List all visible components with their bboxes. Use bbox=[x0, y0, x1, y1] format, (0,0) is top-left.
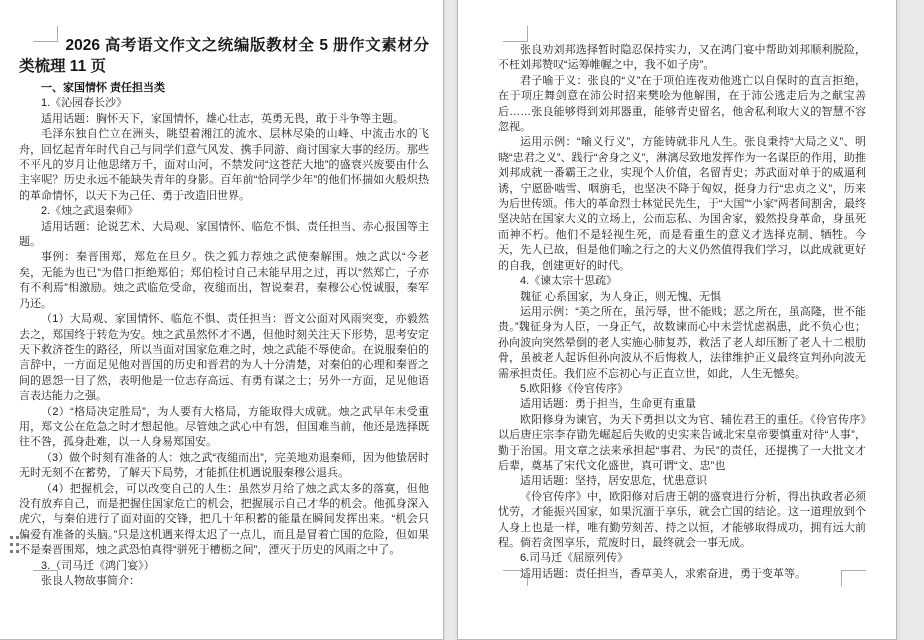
page-1[interactable] bbox=[0, 0, 444, 640]
paragraph[interactable]: （1）大局观、家国情怀、临危不惧、责任担当：晋文公面对风雨突变，亦毅然去之，郑国终于转危为安。烛之武虽然怀才不遇，但他时刻关注天下形势，思考安定天下救济苍生的路径，所以当面对国家危难之时，烛之武能不辱使命。在说服秦伯的言辞中，一方面足见他对晋国的历史和晋君的为人十分清楚，对秦伯的心理和秦晋之间的恩怨一目了然，表明他是一位志存高远、有勇有谋之士；另外一方面，足见他语言表达能力之强。 bbox=[19, 313, 429, 403]
paragraph[interactable]: 欧阳修身为谏官，为天下勇担以文为官、辅佐君王的重任。《伶官传序》以后唐庄宗李存勖先崛起后失败的史实来告诫北宋皇帝要慎重对待“人事”，勤于治国。用文章之法来承担起“事君、为民”的责任，还提携了一大批文才后辈，奠基了宋代文化盛世，真可谓“文、忠”也 bbox=[498, 413, 866, 472]
paragraph[interactable]: 4.《谏太宗十思疏》 bbox=[520, 275, 618, 288]
page-1-paragraphs bbox=[19, 81, 429, 589]
paragraph[interactable]: 运用示例：“美之所在，虽污辱，世不能贱；恶之所在，虽高隆，世不能贵。”魏征身为人臣，一身正气，故数谏而心中未尝忧虑祸患，此不负心也；孙向波向突然晕倒的老人实施心肺复苏，救活了老人却压断了老人十二根肋骨，虽被老人起诉但孙向波从不后悔救人，法律维护正义最终宣判孙向波无需承担责任。我们应不忘初心与正直立世，如此，人生无憾矣。 bbox=[498, 305, 866, 380]
paragraph[interactable]: 适用话题：胸怀天下，家国情怀，雄心壮志，英勇无畏，敢于斗争等主题。 bbox=[41, 112, 404, 125]
paragraph[interactable]: 2.《烛之武退秦师》 bbox=[41, 205, 139, 218]
page-1-content bbox=[19, 35, 429, 589]
paragraph[interactable]: 君子喻于义：张良的“义”在于项伯连夜劝他逃亡以自保时的直言拒绝，在于项庄舞剑意在沛公时招来樊哙为他解围，在于沛公逃走后为之献宝善后……张良能够得到刘邦器重，能够青史留名，他舍私利取大义的智慧不容忽视。 bbox=[498, 74, 866, 134]
drag-handle-icon[interactable] bbox=[10, 536, 20, 558]
paragraph[interactable]: （4）把握机会，可以改变自己的人生：虽然岁月给了烛之武太多的落寞，但他没有放弃自己，而是把握住国家危亡的机会，把握展示自己才华的机会。他孤身深入虎穴，与秦伯进行了面对面的交锋，把几十年积蓄的能量在瞬间发挥出来。“机会只偏爱有准备的头脑。”只是这机遇来得太迟了一点儿，而且是冒着亡国的危险，但如果不是秦晋围郑，烛之武恐怕真得“骈死于槽枥之间”，湮灭于历史的风雨之中了。 bbox=[19, 482, 429, 557]
paragraph[interactable]: 毛泽东独自伫立在洲头，眺望着湘江的流水、层林尽染的山峰、中流击水的飞舟，回忆起青年时代自己与同学们意气风发、携手同游、商讨国家大事的经历。那些不平凡的岁月让他思绪万千，面对山河，不禁发问“这苍茫大地”的盛衰兴废要由什么主宰呢？历史永远不能缺失青年的身影。百年前“恰同学少年”的他们怀揣如火般炽热的革命情怀，以天下为己任、勇于改造旧世界。 bbox=[19, 128, 429, 202]
paragraph[interactable]: 事例：秦晋围郑，郑危在旦夕。佚之狐力荐烛之武使秦解围。烛之武以“今老矣，无能为也已”为借口拒绝郑伯；郑伯检讨自己未能早用之过，再以“然郑亡，子亦有不利焉”相激励。烛之武临危受命，夜缒而出，智说秦君，秦穆公心悦诚服，秦军乃还。 bbox=[19, 251, 429, 310]
page-2-content bbox=[498, 43, 866, 582]
paragraph[interactable]: 5.欧阳修《伶官传序》 bbox=[520, 382, 629, 395]
paragraph[interactable]: 适用话题：勇于担当，生命更有重量 bbox=[520, 398, 696, 411]
paragraph[interactable]: 3.（司马迁《鸿门宴》） bbox=[41, 559, 155, 572]
paragraph[interactable]: 魏征 心系国家，为人身正，则无愧、无惧 bbox=[520, 290, 722, 303]
paragraph[interactable]: 适用话题：论说艺术、大局观、家国情怀、临危不惧、责任担当、赤心报国等主题。 bbox=[19, 220, 429, 249]
paragraph[interactable]: 张良人物故事简介： bbox=[41, 575, 140, 587]
paragraph[interactable]: 《伶官传序》中，欧阳修对后唐王朝的盛衰进行分析，得出执政者必须忧劳，才能振兴国家，如果沉湎于享乐，就会亡国的结论。这一道理放到个人身上也是一样，唯有勤劳刻苦、持之以恒，才能够取得成功，拥有远大前程。倘若贪图享乐，荒废时日，最终就会一事无成。 bbox=[498, 490, 866, 549]
paragraph[interactable]: （2）“格局决定胜局”，为人要有大格局，方能取得大成就。烛之武早年未受重用，郑文公在危急之时才想起他。尽管烛之武心中有怨，但国难当前，他还是选择既往不咎，孤身赴难，以一人身易郑国安。 bbox=[19, 405, 429, 449]
paragraph[interactable]: （3）做个时刻有准备的人：烛之武“夜缒而出”，完美地劝退秦师，因为他蛰居时无时无刻不在蓄势，了解天下局势，才能抓住机遇说服秦穆公退兵。 bbox=[19, 451, 429, 480]
paragraph[interactable]: 张良劝刘邦选择暂时隐忍保持实力，又在鸿门宴中帮助刘邦顺利脱险，不枉刘邦赞叹“运筹帷幄之中，我不如子房”。 bbox=[498, 44, 866, 72]
paragraph[interactable]: 适用话题：责任担当，香草美人，求索奋进，勇于变革等。 bbox=[520, 567, 806, 580]
paragraph[interactable]: 适用话题：坚持，居安思危，忧患意识 bbox=[520, 475, 707, 488]
page-2-paragraphs bbox=[498, 43, 866, 582]
document-title[interactable]: 2026 高考语文作文之统编版教材全 5 册作文素材分类梳理 11 页 bbox=[19, 37, 429, 75]
paragraph[interactable]: 1.《沁园春长沙》 bbox=[41, 97, 128, 110]
page-2[interactable] bbox=[457, 0, 897, 640]
paragraph[interactable]: 运用示例：“喻义行义”，方能铸就非凡人生。张良秉持“大局之义”、明晓“忠君之义”、践行“舍身之义”，淋漓尽致地发挥作为一名谋臣的作用，助推刘邦成就一番霸王之业，实现个人价值，名留青史；苏武面对单于的威逼利诱，宁愿卧啮雪、咽旃毛，也坚决不降于匈奴，挺身力行“忠贞之义”，历来为后世传颂。伟大的革命烈士林觉民先生，于“大国”“小家”两者间割舍，最终坚决站在国家大义的立场上，公而忘私、为国舍家，毅然投身革命，身虽死而神不朽。他们不是轻视生死，而是看重生的意义才选择克制、牺牲。今天，先人已故，但是他们喻之行之的大义仍然值得我们学习，以此成就更好的自我，创建更好的时代。 bbox=[498, 136, 866, 272]
paragraph[interactable]: 6.司马迁《屈原列传》 bbox=[520, 552, 629, 565]
paragraph[interactable]: 一、家国情怀 责任担当类 bbox=[41, 82, 166, 94]
